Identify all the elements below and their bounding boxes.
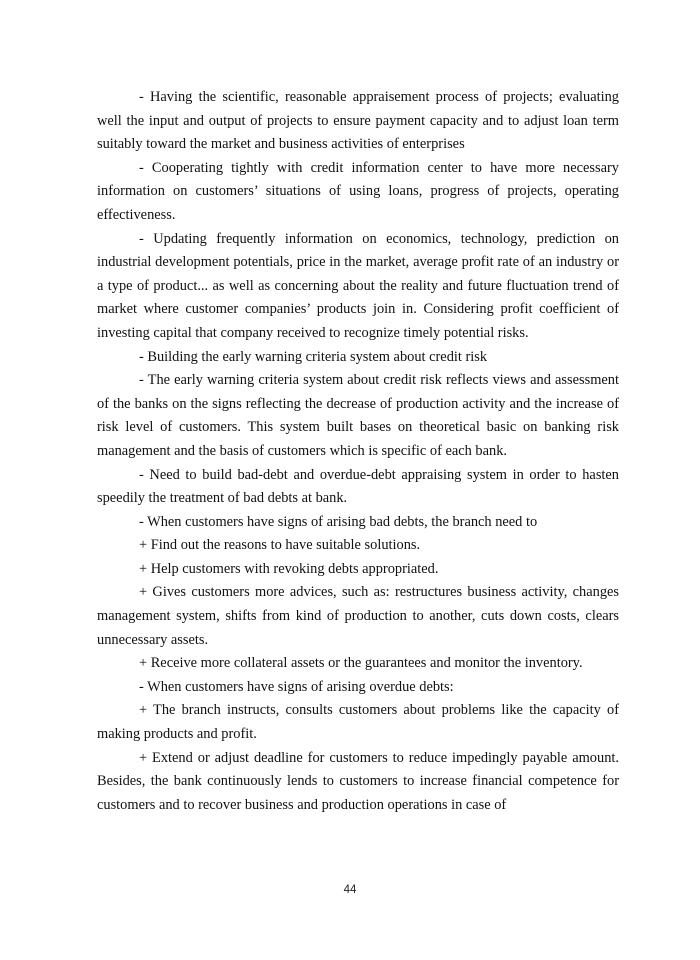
paragraph-bad-debt-signs: - When customers have signs of arising bad debts, the branch need to	[139, 513, 538, 530]
body-text	[97, 86, 619, 817]
paragraph-appraisement: - Having the scientific, reasonable appraisement process of projects; evaluating well the input and output of projects to ensure payment capacity and to adjust loan term suitably toward the market and business activities of enterprises	[97, 89, 619, 153]
paragraph-early-warning-system: - The early warning criteria system about credit risk reflects views and assessment of the banks on the signs reflecting the decrease of production activity and the increase of risk level of customers. This system built bases on theoretical basic on banking risk management and the basis of customers which is specific of each bank.	[97, 372, 619, 459]
paragraph-extend-deadline: + Extend or adjust deadline for customers to reduce impedingly payable amount. Besides, the bank continuously lends to customers to increase financial competence for customers and to recover business and production operations in case of	[97, 749, 619, 813]
paragraph-updating-information: - Updating frequently information on economics, technology, prediction on industrial development potentials, price in the market, average profit rate of an industry or a type of product... as well as concerning about the reality and future fluctuation trend of market where customer companies’ products join in. Considering profit coefficient of investing capital that company received to recognize timely potential risks.	[97, 230, 619, 341]
paragraph-bad-debt-system: - Need to build bad-debt and overdue-debt appraising system in order to hasten speedily the treatment of bad debts at bank.	[97, 466, 619, 507]
paragraph-overdue-signs: - When customers have signs of arising overdue debts:	[139, 678, 454, 695]
paragraph-find-reasons: + Find out the reasons to have suitable solutions.	[139, 537, 421, 554]
paragraph-collateral: + Receive more collateral assets or the guarantees and monitor the inventory.	[139, 655, 583, 672]
paragraph-credit-info-center: - Cooperating tightly with credit information center to have more necessary information on customers’ situations of using loans, progress of projects, operating effectiveness.	[97, 159, 619, 223]
paragraph-advices: + Gives customers more advices, such as: restructures business activity, changes management system, shifts from kind of production to another, cuts down costs, clears unnecessary assets.	[97, 584, 619, 648]
page-number: 44	[343, 884, 357, 896]
paragraph-revoking-debts: + Help customers with revoking debts appropriated.	[139, 560, 439, 577]
paragraph-early-warning-heading: - Building the early warning criteria system about credit risk	[139, 348, 488, 365]
paragraph-branch-instructs: + The branch instructs, consults customers about problems like the capacity of making products and profit.	[97, 702, 619, 743]
